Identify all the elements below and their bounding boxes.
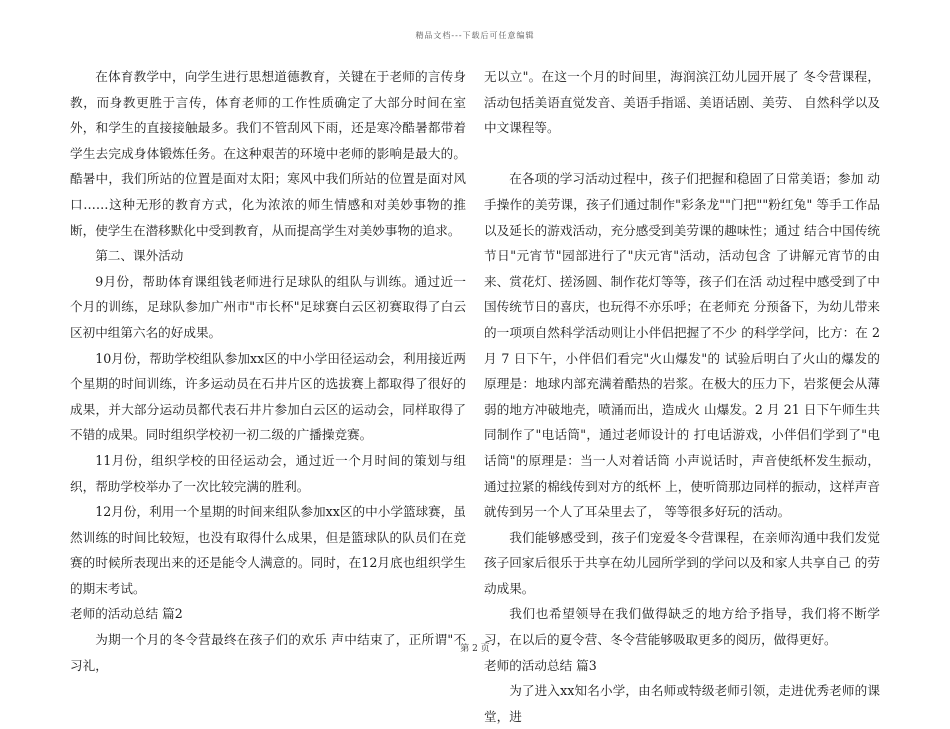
paragraph: 为期一个月的冬令营最终在孩子们的欢乐 声中结束了，正所谓"不习礼， (70, 632, 466, 673)
paragraph: 10月份，帮助学校组队参加xx区的中小学田径运动会，利用接近两个星期的时间训练，许多运动员在石井片区的选拔赛上都取得了很好的成果，并大部分运动员都代表石井片参加白云区的运动会，同样取得了不错的成果。同时组织学校初一初二级的广播操竞赛。 (70, 350, 466, 443)
article-heading: 老师的活动总结 篇2 (70, 606, 183, 622)
section-heading: 第二、课外活动 (95, 248, 184, 264)
page-number: 第 2 页 (460, 644, 490, 654)
paragraph: 12月份，利用一个星期的时间来组队参加xx区的中小学篮球赛，虽然训练的时间比较短，也没有取得什么成果，但是篮球队的队员们在竞赛的时候所表现出来的还是能令人满意的。同时，在12月底也组织学生的期末考试。 (70, 504, 466, 596)
paragraph: 无以立"。在这一个月的时间里，海润滨江幼儿园开展了 冬令营课程，活动包括美语直觉发音、美语手指谣、美语话剧、美劳、 自然科学以及中文课程等。 (484, 69, 880, 136)
left-column (70, 64, 466, 678)
paragraph: 11月份，组织学校的田径运动会，通过近一个月时间的策划与组织，帮助学校举办了一次比较完满的胜利。 (70, 452, 466, 494)
paragraph: 为了进入xx知名小学，由名师或特级老师引领，走进优秀老师的课堂，进 (484, 683, 880, 724)
right-column (484, 64, 880, 729)
paragraph: 在各项的学习活动过程中，孩子们把握和稳固了日常美语；参加 动手操作的美劳课，孩子们通过制作"彩条龙""门把""粉红兔" 等手工作品以及延长的游戏活动，充分感受到美劳课的趣味性；通过 结合中国传统节日"元宵节"园部进行了"庆元宵"活动，活动包含 了讲解元宵节的由来、赏花灯、搓汤圆、制作花灯等等，孩子们在活 动过程中感受到了中国传统节日的喜庆，也玩得不亦乐呼；在老师充 分预备下，为幼儿带来的一项项自然科学活动则让小伴侣把握了不少 的科学学问，比方：在 2 月 7 日下午，小伴侣们看完"火山爆发"的 试验后明白了火山的爆发的原理是：地球内部充满着酷热的岩浆。在极大的压力下，岩浆便会从薄弱的地方冲破地壳，喷涌而出，造成火 山爆发。2 月 21 日下午师生共同制作了"电话筒"，通过老师设计的 打电话游戏，小伴侣们学到了"电话筒"的原理是：当一人对着话筒 小声说话时，声音使纸杯发生振动，通过拉紧的棉线传到对方的纸杯 上，使听筒那边同样的振动，这样声音就传到另一个人了耳朵里去了， 等等很多好玩的活动。 (484, 171, 880, 520)
paragraph: 9月份，帮助体育课组钱老师进行足球队的组队与训练。通过近一个月的训练，足球队参加广州市"市长杯"足球赛白云区初赛取得了白云区初中组第六名的好成果。 (70, 273, 466, 340)
paragraph: 我们也希望领导在我们做得缺乏的地方给予指导，我们将不断学 习，在以后的夏令营、冬令营能够吸取更多的阅历，做得更好。 (484, 606, 880, 648)
paragraph: 我们能够感受到，孩子们宠爱冬令营课程，在亲师沟通中我们发觉孩子回家后很乐于共享在幼儿园所学到的学问以及和家人共享自己 的劳动成果。 (484, 529, 880, 596)
paragraph: 在体育教学中，向学生进行思想道德教育，关键在于老师的言传身教，而身教更胜于言传，体育老师的工作性质确定了大部分时间在室外，和学生的直接接触最多。我们不管刮风下雨，还是寒冷酷暑都带着学生去完成身体锻炼任务。在这种艰苦的环境中老师的影响是最大的。酷暑中，我们所站的位置是面对太阳；寒风中我们所站的位置是面对风口……这种无形的教育方式，化为浓浓的师生情感和对美妙事物的推断，使学生在潜移默化中受到教育，从而提高学生对美妙事物的追求。 (70, 69, 466, 238)
article-heading: 老师的活动总结 篇3 (484, 657, 597, 673)
page-header: 精品文档---下载后可任意编辑 (415, 31, 535, 40)
